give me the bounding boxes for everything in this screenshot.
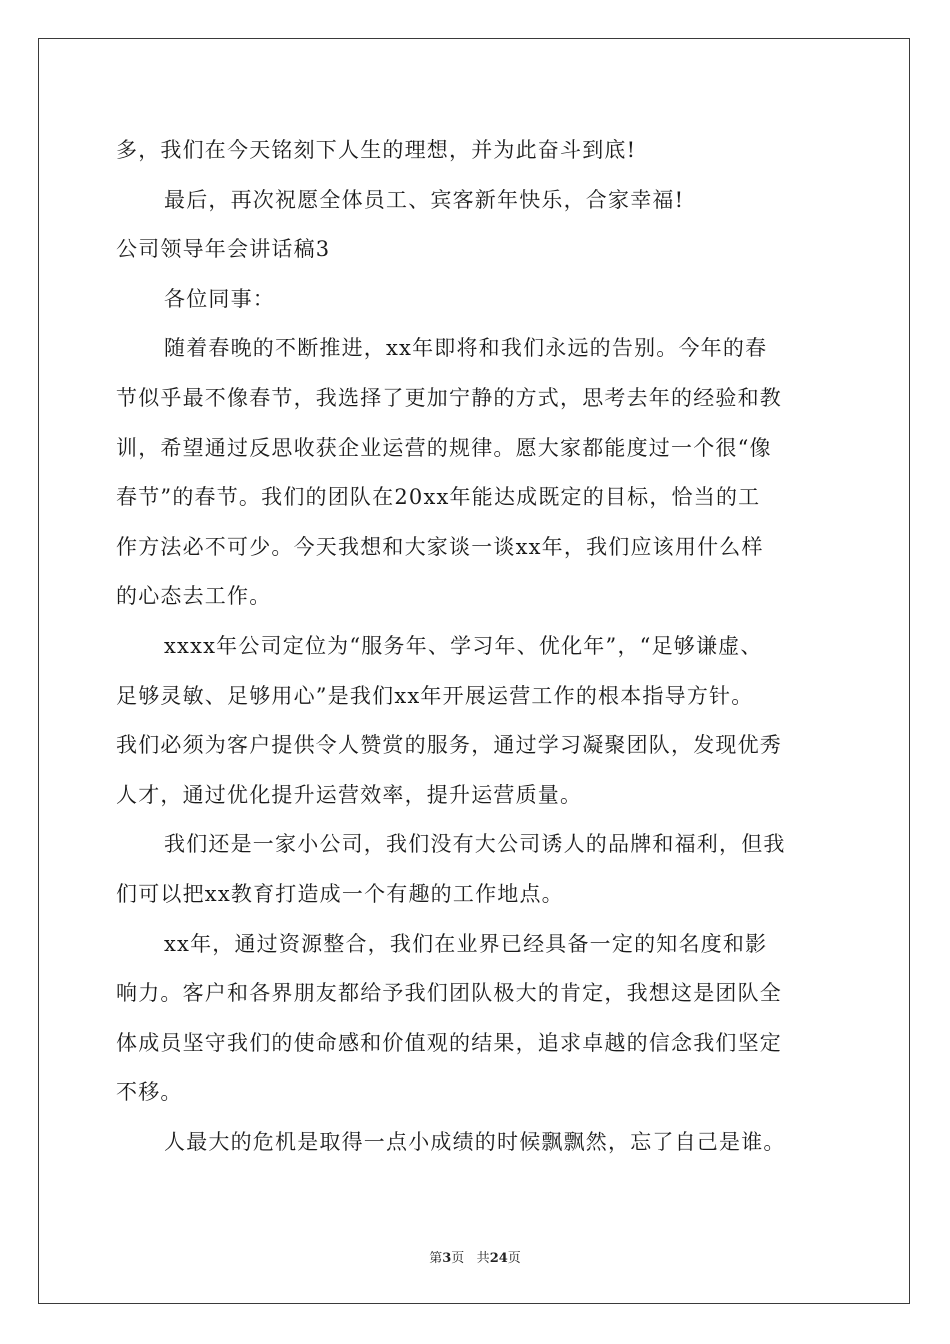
page-footer: [0, 1247, 950, 1266]
paragraph-line: 人最大的危机是取得一点小成绩的时候飘飘然，忘了自己是谁。: [164, 1129, 786, 1154]
paragraph-line: 我们还是一家小公司，我们没有大公司诱人的品牌和福利，但我: [164, 832, 786, 857]
paragraph-line: 随着春晚的不断推进，xx年即将和我们永远的告别。今年的春: [164, 336, 768, 361]
paragraph-line: xx年，通过资源整合，我们在业界已经具备一定的知名度和影: [164, 931, 768, 956]
footer-page-number: 3: [442, 1251, 452, 1266]
footer-page-suffix: 页: [451, 1251, 465, 1266]
paragraph-line: 最后，再次祝愿全体员工、宾客新年快乐，合家幸福!: [164, 187, 685, 212]
paragraph-line: 作方法必不可少。今天我想和大家谈一谈xx年，我们应该用什么样: [116, 534, 764, 559]
paragraph-line: 春节”的春节。我们的团队在20xx年能达成既定的目标，恰当的工: [116, 485, 761, 510]
footer-total-prefix: 共: [476, 1251, 490, 1266]
paragraph-line: 体成员坚守我们的使命感和价值观的结果，追求卓越的信念我们坚定: [116, 1030, 782, 1055]
paragraph-line: 响力。客户和各界朋友都给予我们团队极大的肯定，我想这是团队全: [116, 981, 782, 1006]
paragraph-line: 足够灵敏、足够用心”是我们xx年开展运营工作的根本指导方针。: [116, 683, 754, 708]
footer-total-pages: 24: [489, 1251, 508, 1266]
section-heading: 公司领导年会讲话稿3: [116, 237, 331, 262]
paragraph-line: 的心态去工作。: [116, 584, 272, 609]
paragraph-line: 节似乎最不像春节，我选择了更加宁静的方式，思考去年的经验和教: [116, 385, 782, 410]
paragraph-line: 们可以把xx教育打造成一个有趣的工作地点。: [116, 881, 564, 906]
paragraph-line: 训，希望通过反思收获企业运营的规律。愿大家都能度过一个很“像: [116, 435, 772, 460]
paragraph-line: 我们必须为客户提供令人赞赏的服务，通过学习凝聚团队，发现优秀: [116, 733, 782, 758]
footer-total-suffix: 页: [507, 1251, 521, 1266]
paragraph-line: 人才，通过优化提升运营效率，提升运营质量。: [116, 782, 583, 807]
paragraph-line: 不移。: [116, 1080, 183, 1105]
salutation: 各位同事：: [164, 286, 275, 311]
paragraph-line: xxxx年公司定位为“服务年、学习年、优化年”，“足够谦虚、: [164, 633, 763, 658]
paragraph-line: 多，我们在今天铭刻下人生的理想，并为此奋斗到底!: [116, 138, 637, 162]
document-body: [116, 126, 838, 1167]
footer-page-prefix: 第: [429, 1251, 443, 1266]
